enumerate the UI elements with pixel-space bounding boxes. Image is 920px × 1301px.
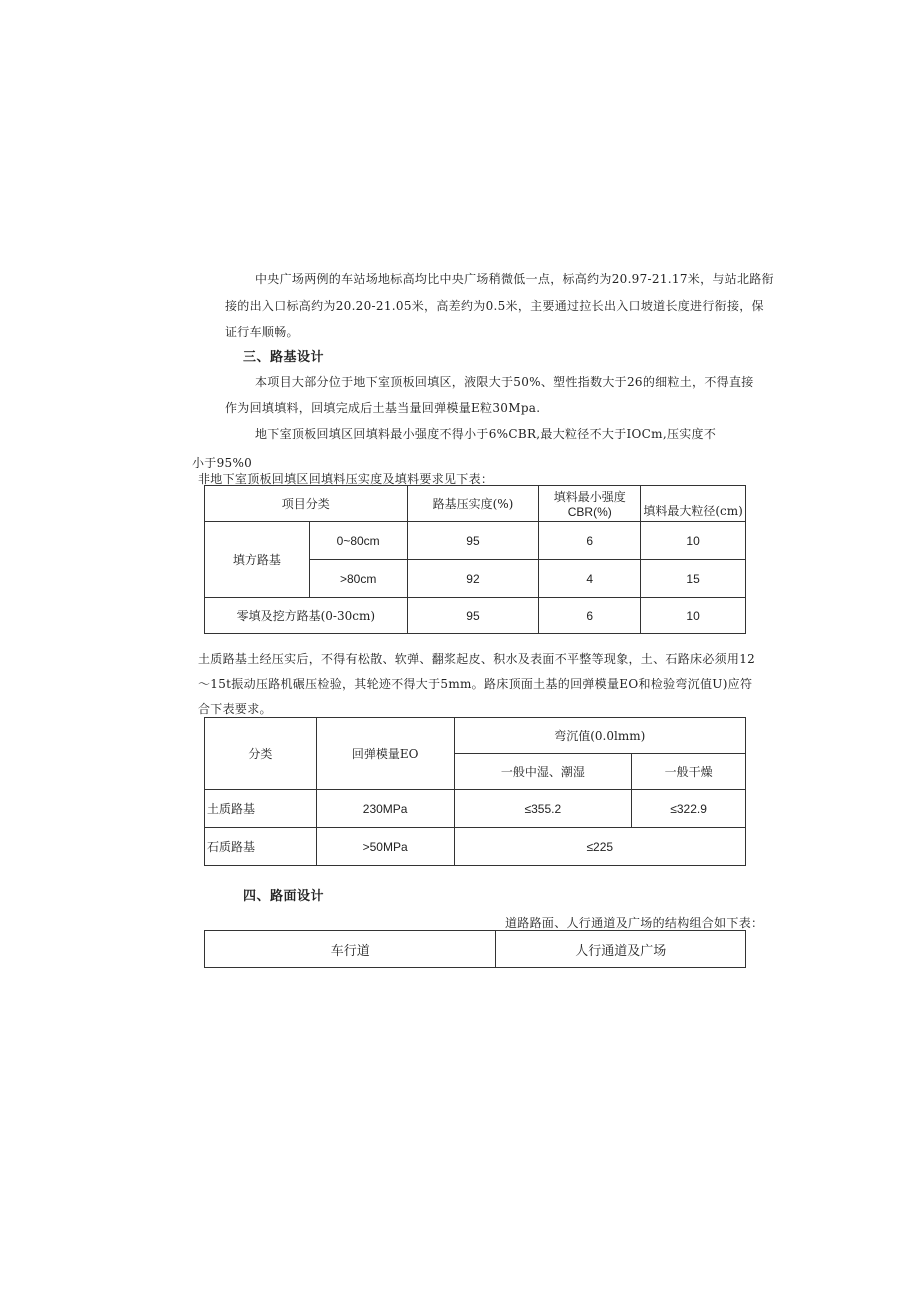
para6: 道路路面、人行通道及广场的结构组合如下表： bbox=[505, 916, 764, 930]
size-cell: 15 bbox=[641, 560, 746, 598]
table-row bbox=[205, 522, 746, 560]
table-row bbox=[205, 598, 746, 634]
merged-deflection-cell: ≤225 bbox=[454, 828, 745, 866]
deflection-table bbox=[204, 717, 746, 866]
wet-cell: ≤355.2 bbox=[454, 790, 632, 828]
header-cbr-line2: CBR(%) bbox=[567, 505, 612, 519]
header-dry: 一般干燥 bbox=[632, 754, 746, 790]
fill-subgrade-label: 填方路基 bbox=[205, 522, 310, 598]
para5-line3: 合下表要求。 bbox=[198, 702, 272, 716]
pavement-structure-table bbox=[204, 930, 746, 968]
row-label: 土质路基 bbox=[205, 790, 317, 828]
para3-line2: 小于95%0 bbox=[192, 456, 253, 470]
para3-line1: 地下室顶板回填区回填料最小强度不得小于6%CBR,最大粒径不大于IOCm,压实度不 bbox=[255, 427, 717, 441]
depth-cell: 0~80cm bbox=[309, 522, 407, 560]
cbr-cell: 4 bbox=[539, 560, 641, 598]
header-size: 填料最大粒径(cm) bbox=[641, 486, 746, 522]
header-carriageway: 车行道 bbox=[205, 931, 496, 968]
para5-line1: 土质路基土经压实后，不得有松散、软弹、翻浆起皮、积水及表面不平整等现象，土、石路床必须用12 bbox=[198, 652, 756, 666]
depth-cell: >80cm bbox=[309, 560, 407, 598]
header-category: 分类 bbox=[205, 718, 317, 790]
para2-line2: 作为回填填料，回填完成后土基当量回弹模量E粒30Mpa. bbox=[225, 401, 541, 415]
section-3-title: 三、路基设计 bbox=[243, 350, 325, 365]
compaction-cell: 95 bbox=[407, 522, 539, 560]
cbr-cell: 6 bbox=[539, 598, 641, 634]
table-row bbox=[205, 828, 746, 866]
header-cbr bbox=[539, 486, 641, 522]
table-row bbox=[205, 790, 746, 828]
compaction-cell: 92 bbox=[407, 560, 539, 598]
row-label: 石质路基 bbox=[205, 828, 317, 866]
header-wet: 一般中湿、潮湿 bbox=[454, 754, 632, 790]
modulus-cell: >50MPa bbox=[316, 828, 454, 866]
para2-line1: 本项目大部分位于地下室顶板回填区，液限大于50%、塑性指数大于26的细粒土，不得直接 bbox=[255, 375, 754, 389]
size-cell: 10 bbox=[641, 522, 746, 560]
para1-line3: 证行车顺畅。 bbox=[225, 325, 299, 339]
para5-line2: ～15t振动压路机碾压检验，其轮迹不得大于5mm。路床顶面土基的回弹模量EO和检验弯沉值U)应符 bbox=[198, 677, 753, 691]
compaction-table bbox=[204, 485, 746, 634]
size-cell: 10 bbox=[641, 598, 746, 634]
modulus-cell: 230MPa bbox=[316, 790, 454, 828]
header-compaction: 路基压实度(%) bbox=[407, 486, 539, 522]
cbr-cell: 6 bbox=[539, 522, 641, 560]
header-modulus: 回弹模量EO bbox=[316, 718, 454, 790]
section-4-title: 四、路面设计 bbox=[243, 889, 325, 904]
header-walkway-plaza: 人行通道及广场 bbox=[496, 931, 746, 968]
para1-line2: 接的出入口标高约为20.20-21.05米，高差约为0.5米，主要通过拉长出入口坡道长度进行衔接，保 bbox=[225, 299, 764, 313]
dry-cell: ≤322.9 bbox=[632, 790, 746, 828]
compaction-cell: 95 bbox=[407, 598, 539, 634]
para1-line1: 中央广场两例的车站场地标高均比中央广场稍微低一点，标高约为20.97-21.17米，与站北路衔 bbox=[255, 272, 774, 286]
para4: 非地下室顶板回填区回填料压实度及填料要求见下表： bbox=[198, 472, 494, 486]
cut-subgrade-label: 零填及挖方路基(0-30cm) bbox=[205, 598, 408, 634]
header-cbr-line1: 填料最小强度 bbox=[553, 490, 626, 504]
header-deflection: 弯沉值(0.0lmm) bbox=[454, 718, 745, 754]
header-category: 项目分类 bbox=[205, 486, 408, 522]
